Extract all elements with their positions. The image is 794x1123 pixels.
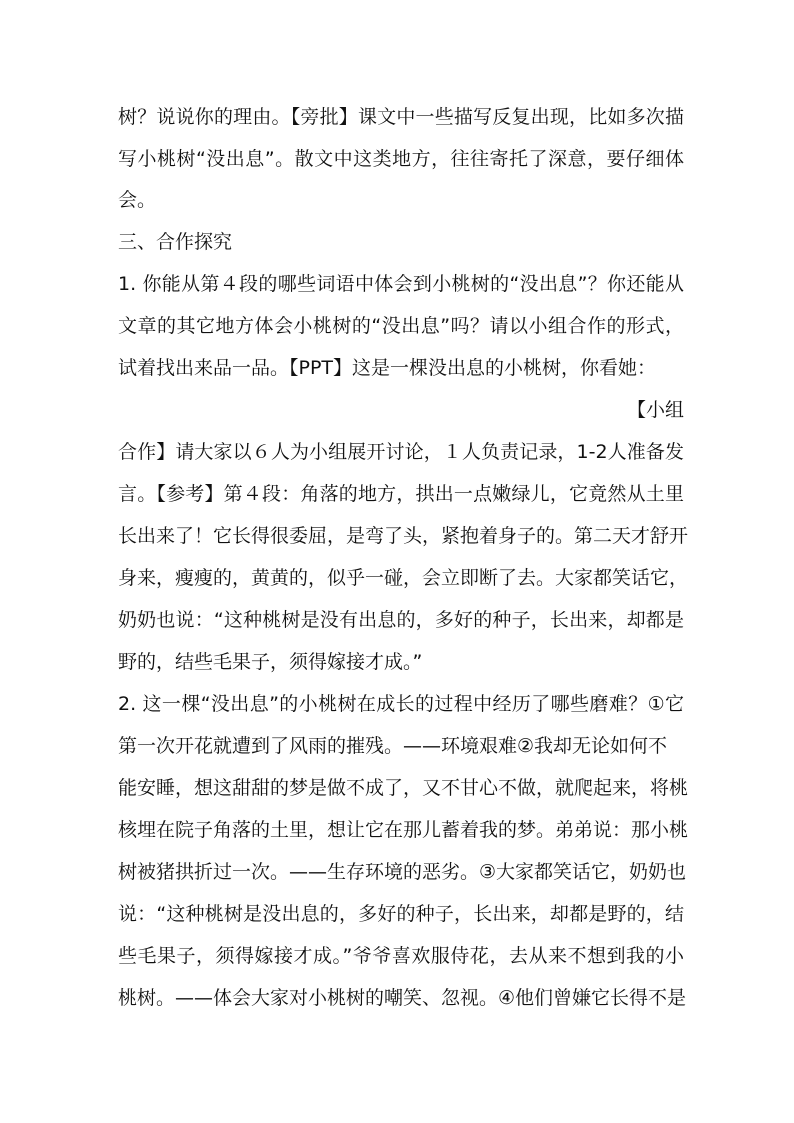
text-line: 树被猪拱折过一次。——生存环境的恶劣。③大家都笑话它，奶奶也 [118, 861, 687, 883]
text-line: 树？说说你的理由。【旁批】课文中一些描写反复出现，比如多次描 [118, 106, 684, 128]
text-line: 说：“这种桃树是没出息的，多好的种子，长出来，却都是野的，结 [118, 903, 684, 925]
text-line: 核埋在院子角落的土里，想让它在那儿蓄着我的梦。弟弟说：那小桃 [118, 819, 689, 841]
text-line: 身来，瘦瘦的，黄黄的，似乎一碰，会立即断了去。大家都笑话它， [118, 567, 689, 589]
section-heading: 三、合作探究 [118, 231, 233, 253]
text-line: 1. 你能从第４段的哪些词语中体会到小桃树的“没出息”？你还能从 [118, 273, 684, 295]
text-line: 会。 [118, 189, 157, 211]
text-line: 写小桃树“没出息”。散文中这类地方，往往寄托了深意，要仔细体 [118, 148, 684, 170]
text-line: 野的，结些毛果子，须得嫁接才成。” [118, 651, 423, 673]
text-line: 试着找出来品一品。【PPT】这是一棵没出息的小桃树，你看她： [118, 357, 657, 379]
text-line: 言。【参考】第４段：角落的地方，拱出一点嫩绿儿，它竟然从土里 [118, 483, 684, 505]
text-line: 2. 这一棵“没出息”的小桃树在成长的过程中经历了哪些磨难？①它 [118, 693, 684, 715]
text-line: 合作】请大家以６人为小组展开讨论，１人负责记录，1-2人准备发 [118, 441, 684, 463]
text-line: 长出来了！它长得很委屈，是弯了头，紧抱着身子的。第二天才舒开 [118, 525, 689, 547]
text-line: 些毛果子，须得嫁接才成。”爷爷喜欢服侍花，去从来不想到我的小 [118, 945, 684, 967]
text-line: 文章的其它地方体会小桃树的“没出息”吗？请以小组合作的形式， [118, 315, 684, 337]
text-line: 奶奶也说：“这种桃树是没有出息的，多好的种子，长出来，却都是 [118, 609, 684, 631]
text-line: 第一次开花就遭到了风雨的摧残。——环境艰难②我却无论如何不 [118, 735, 668, 757]
text-line: 桃树。——体会大家对小桃树的嘲笑、忽视。④他们曾嫌它长得不是 [118, 987, 687, 1009]
text-line: 能安睡，想这甜甜的梦是做不成了，又不甘心不做，就爬起来，将桃 [118, 777, 689, 799]
text-line: 【小组 [626, 399, 684, 421]
